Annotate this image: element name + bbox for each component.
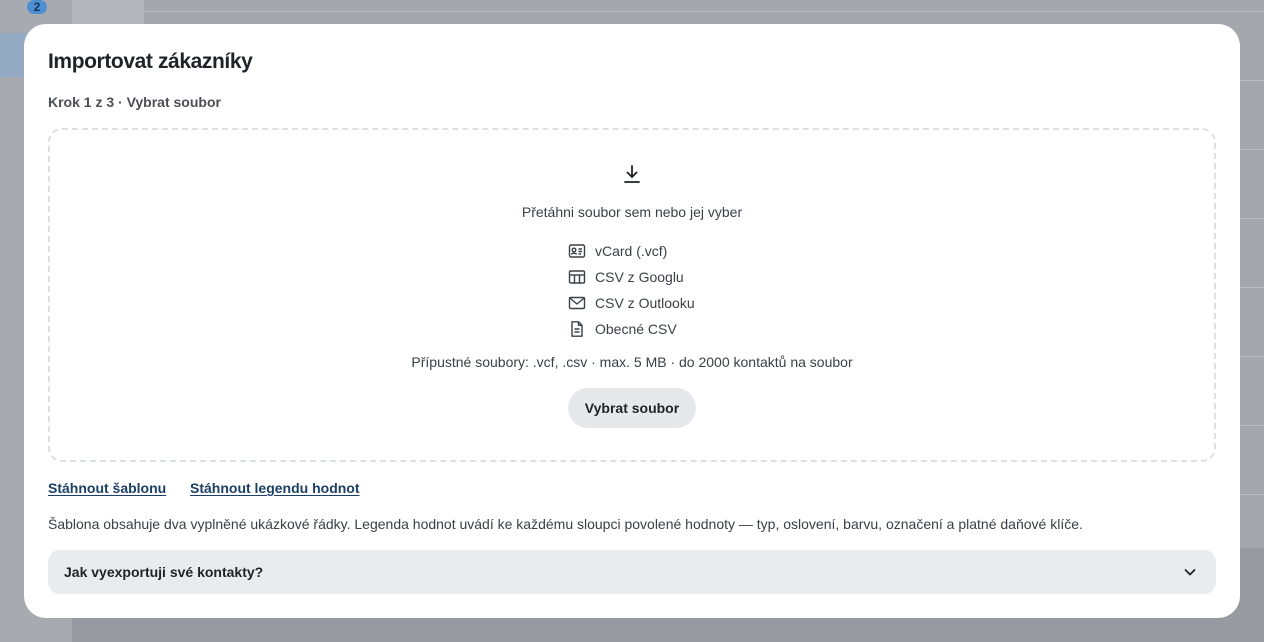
background-count-badge: 2 [27, 0, 47, 14]
choose-file-button[interactable]: Vybrat soubor [568, 388, 696, 428]
format-item-generic-csv [568, 316, 695, 342]
file-dropzone[interactable] [48, 128, 1216, 462]
download-template-link[interactable]: Stáhnout šablonu [48, 480, 167, 496]
mail-icon [568, 294, 586, 312]
format-label: Obecné CSV [595, 321, 677, 337]
step-indicator: Krok 1 z 3 · Vybrat soubor [48, 94, 221, 110]
dialog-title: Importovat zákazníky [48, 50, 253, 73]
background-row-divider [144, 11, 1264, 12]
faq-label: Jak vyexportuji své kontakty? [64, 564, 264, 580]
dropzone-instructions: Přetáhni soubor sem nebo jej vyber [521, 204, 743, 220]
template-description: Šablona obsahuje dva vyplněné ukázkové řádky. Legenda hodnot uvádí ke každému sloupci povolené hodnoty — typ, oslovení, barvu, označení a platné daňové klíče. [48, 516, 1083, 532]
allowed-files-info: Přípustné soubory: .vcf, .csv · max. 5 MB · do 2000 kontaktů na soubor [411, 354, 853, 370]
supported-formats-list [568, 238, 695, 342]
format-item-outlook-csv [568, 290, 695, 316]
table-icon [568, 268, 586, 286]
document-icon [568, 320, 586, 338]
export-contacts-faq[interactable] [48, 550, 1216, 594]
format-item-vcard [568, 238, 695, 264]
download-legend-link[interactable]: Stáhnout legendu hodnot [190, 480, 360, 496]
background-sidebar-column [72, 0, 144, 24]
import-customers-dialog [24, 24, 1240, 618]
format-label: vCard (.vcf) [595, 243, 668, 259]
format-label: CSV z Googlu [595, 269, 684, 285]
contact-card-icon [568, 242, 586, 260]
chevron-down-icon [1182, 564, 1198, 580]
download-icon [622, 164, 642, 184]
format-item-google-csv [568, 264, 695, 290]
format-label: CSV z Outlooku [595, 295, 695, 311]
